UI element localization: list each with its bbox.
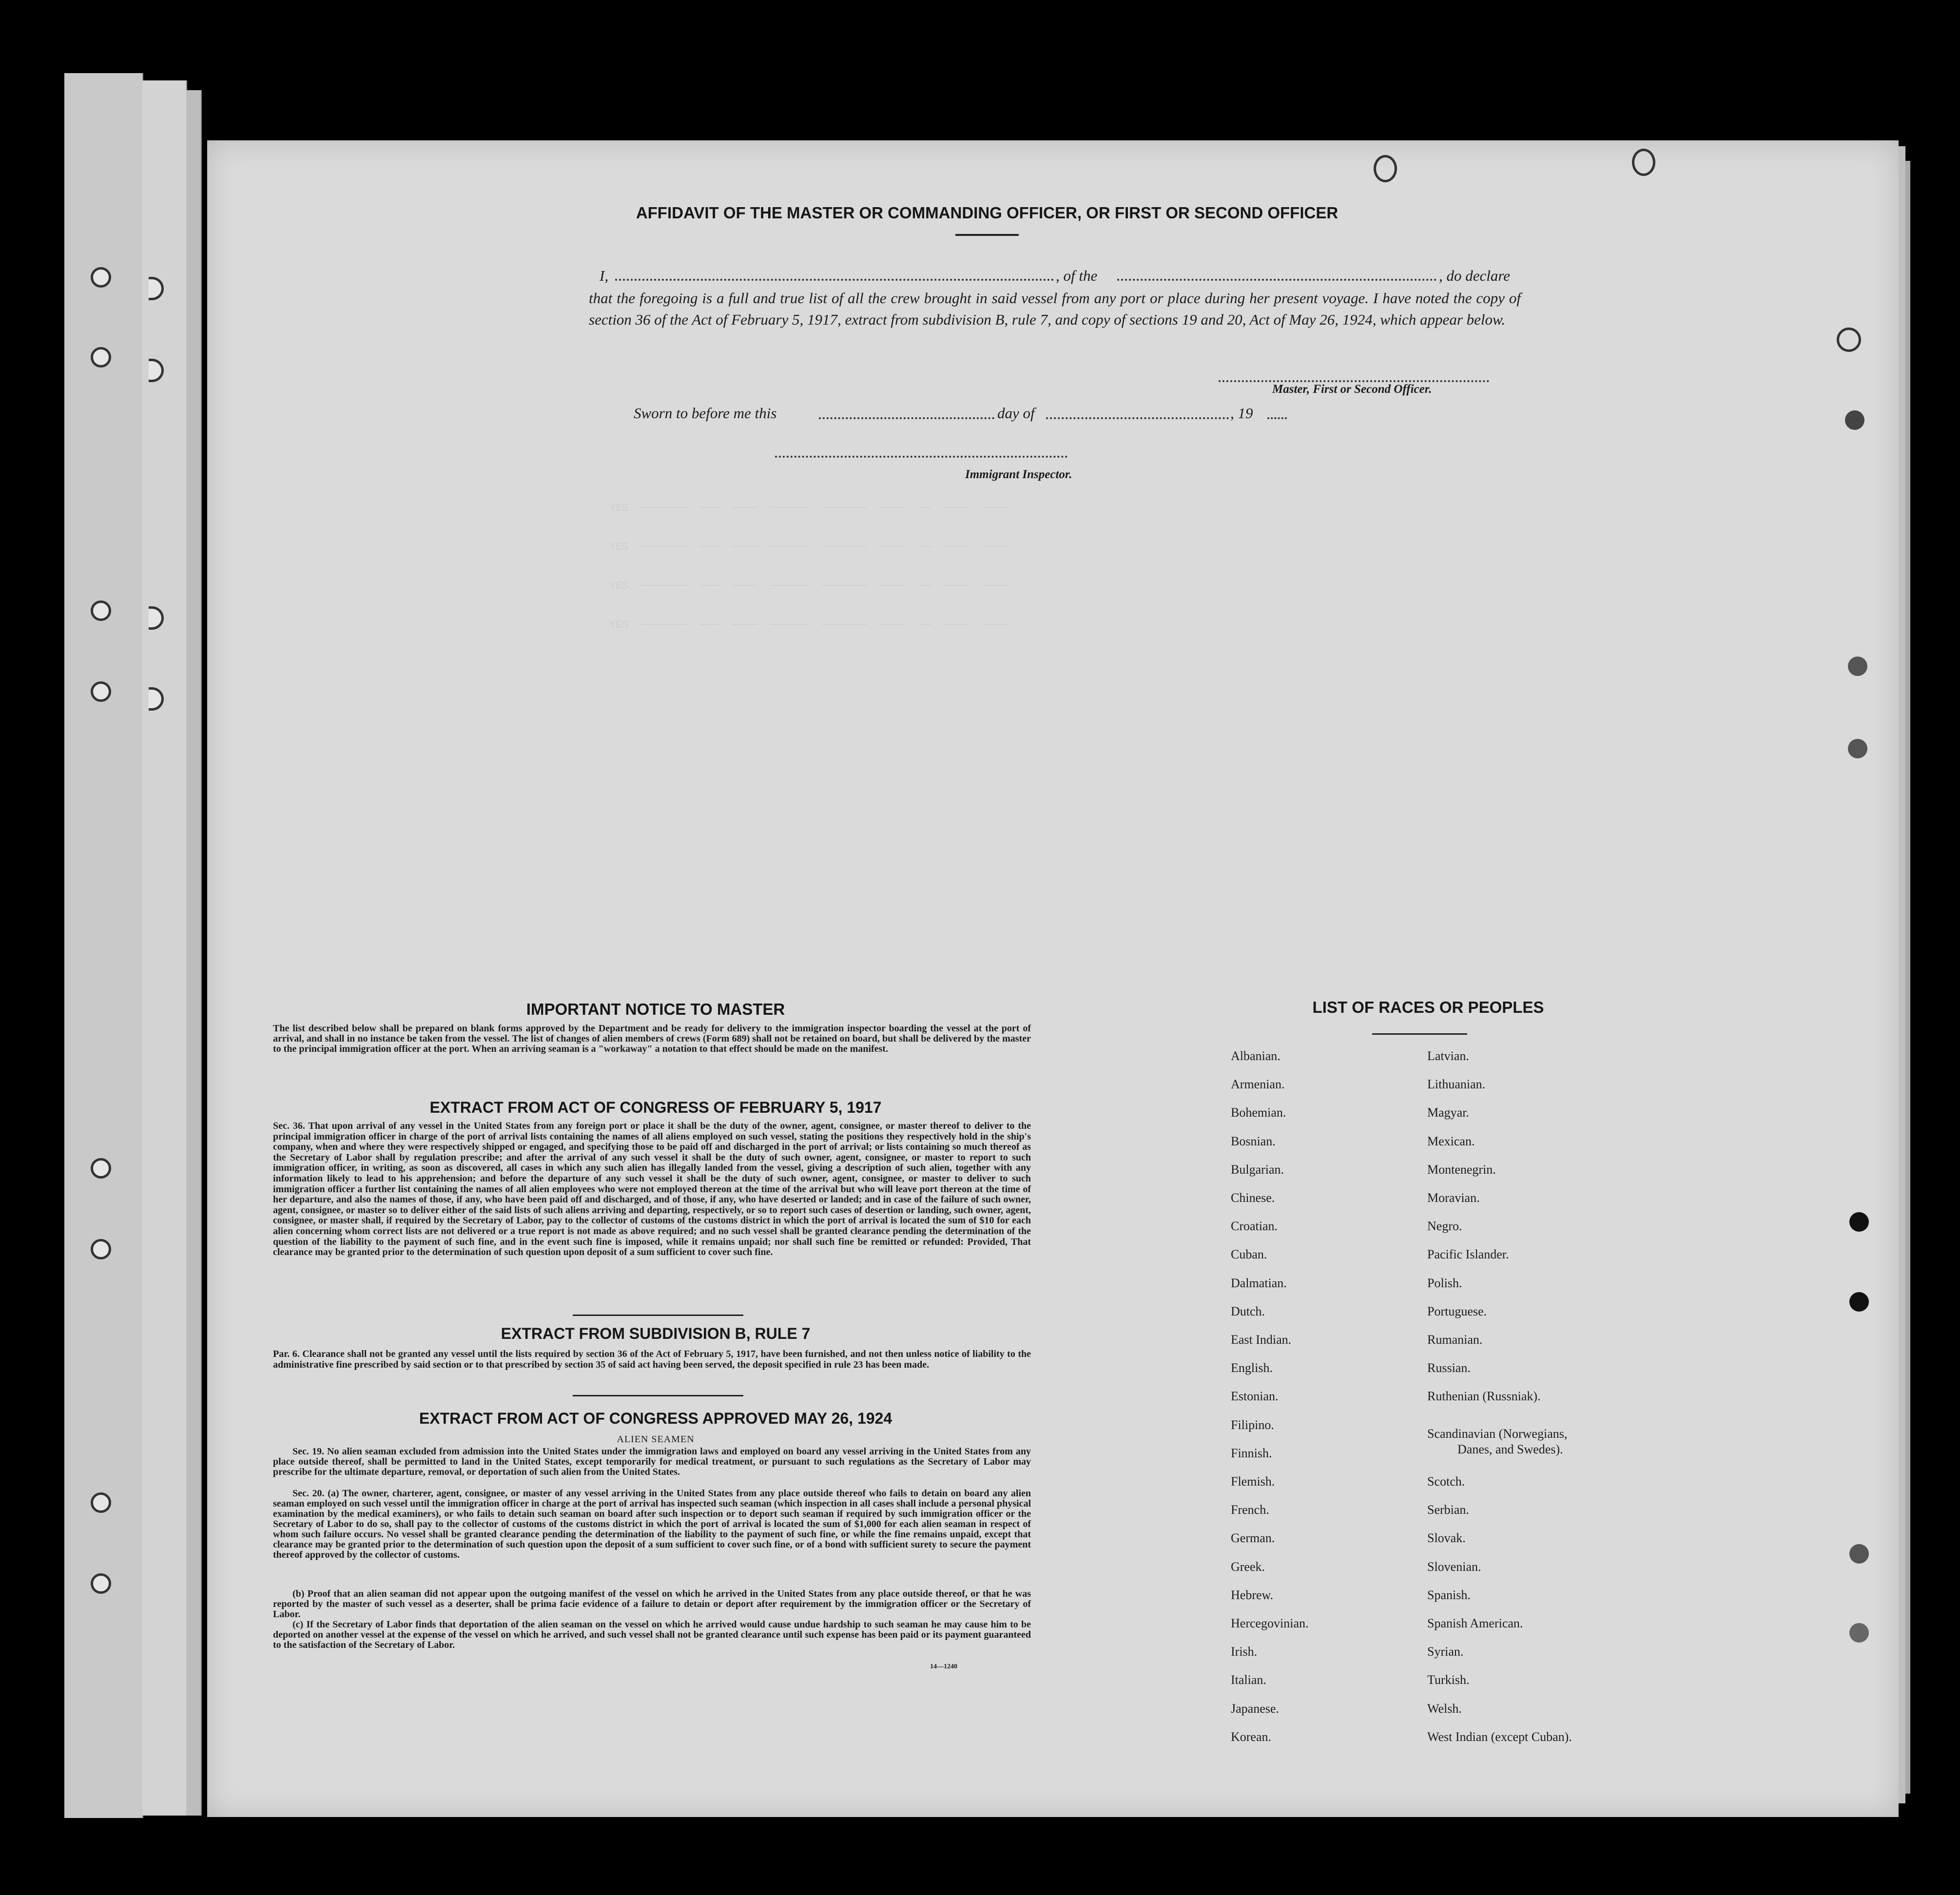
extract-rule7-text: Par. 6. Clearance shall not be granted any vessel until the lists required by section 36 of the Act of February 5, 1917, have been furnished, and not then unless notice of liability to the administrative fine prescribed by said section or to that prescribed by section 35 of said act having been served, the deposit specified in rule 23 has been made.: [273, 1349, 1031, 1370]
race-item: Croatian.: [1231, 1219, 1278, 1234]
punch-hole: [91, 1573, 111, 1594]
binding-rivet: [1849, 1212, 1869, 1232]
binding-rivet: [1849, 1292, 1869, 1312]
binding-rivet: [1845, 410, 1864, 430]
vessel-blank: [1117, 279, 1436, 281]
race-item: Montenegrin.: [1427, 1162, 1496, 1177]
punch-hole: [91, 1158, 111, 1179]
race-item: Slovenian.: [1427, 1559, 1481, 1574]
race-item: Bohemian.: [1231, 1105, 1286, 1120]
race-item: Flemish.: [1231, 1474, 1275, 1489]
race-item: English.: [1231, 1361, 1273, 1375]
form-number: 14—1240: [930, 1663, 957, 1670]
race-item: Latvian.: [1427, 1049, 1469, 1063]
race-item: Greek.: [1231, 1559, 1265, 1574]
race-item: Rumanian.: [1427, 1333, 1483, 1347]
sheet-edge: [1905, 161, 1910, 1794]
master-signature-label: Master, First or Second Officer.: [1272, 383, 1432, 396]
punch-hole: [1837, 328, 1861, 352]
affidavit-of-label: , of the: [1056, 267, 1098, 284]
race-item: Pacific Islander.: [1427, 1247, 1509, 1262]
race-item: Japanese.: [1231, 1701, 1279, 1716]
bleed-through-texture: YES ─────── ─── ──── ────── ─────── ──── ── ──── ────: [609, 541, 1009, 553]
race-item: Turkish.: [1427, 1673, 1470, 1687]
race-item: Finnish.: [1231, 1446, 1272, 1460]
binder-strip-left: [64, 73, 143, 1818]
sworn-day-blank: [819, 417, 994, 419]
race-item: Spanish.: [1427, 1587, 1471, 1602]
race-item: West Indian (except Cuban).: [1427, 1729, 1572, 1744]
race-item: Spanish American.: [1427, 1616, 1523, 1630]
race-item: Welsh.: [1427, 1701, 1462, 1716]
notice-text: The list described below shall be prepared on blank forms approved by the Department and be ready for delivery to the immigration inspector boarding the vessel at the port of arrival, and shall in no instance be taken from the vessel. The list of changes of alien members of crews (Form 689) shall not be retained on board, but shall be delivered by the master to the principal immigration officer at the port. When an arriving seaman is a "workaway" a notation to that effect should be made on the manifest.: [273, 1023, 1031, 1054]
sworn-month-blank: [1046, 417, 1229, 419]
bleed-through-texture: YES ─────── ─── ──── ────── ─────── ──── ── ──── ────: [609, 619, 1009, 631]
race-item: Estonian.: [1231, 1389, 1279, 1404]
punch-hole: [91, 1239, 111, 1259]
sworn-year-label: , 19: [1230, 405, 1253, 422]
race-item: Portuguese.: [1427, 1304, 1487, 1318]
document-page: [207, 140, 1899, 1817]
section-rule: [573, 1395, 743, 1396]
race-item-continuation: Danes, and Swedes).: [1457, 1442, 1563, 1456]
race-item: Dalmatian.: [1231, 1276, 1287, 1290]
race-item: German.: [1231, 1531, 1275, 1546]
extract-rule7-title: EXTRACT FROM SUBDIVISION B, RULE 7: [501, 1325, 811, 1342]
race-item: Italian.: [1231, 1673, 1266, 1687]
race-item: Bosnian.: [1231, 1134, 1276, 1148]
inspector-signature-label: Immigrant Inspector.: [965, 468, 1072, 481]
sworn-year-blank: [1267, 417, 1287, 419]
race-item: Mexican.: [1427, 1134, 1475, 1148]
race-item: Serbian.: [1427, 1503, 1469, 1517]
race-item: Syrian.: [1427, 1644, 1464, 1659]
punch-hole: [91, 267, 111, 288]
race-item: French.: [1231, 1503, 1269, 1517]
race-item: Cuban.: [1231, 1247, 1267, 1262]
binder-strip-middle: [142, 80, 187, 1816]
race-item: Armenian.: [1231, 1077, 1285, 1092]
race-item: Filipino.: [1231, 1417, 1274, 1432]
race-item: Russian.: [1427, 1361, 1471, 1375]
extract-1924-sec20a: Sec. 20. (a) The owner, charterer, agent, consignee, or master of any vessel arriving in the United States from any place outside thereof who fails to detain on board any alien seaman employed on such vessel until the immigration officer in charge at the port of arrival has inspected such seaman (which inspection in all cases shall include a personal physical examination by the medical examiners), or who fails to detain such seaman on board after such inspection or to deport such seaman if required by such immigration officer or the Secretary of Labor to do so, shall pay to the collector of customs of the customs district in which the port of arrival is located the sum of $1,000 for each alien seaman in respect of whom such failure occurs. No vessel shall be granted clearance pending the determination of the liability to the payment of such fine, or while the fine remains unpaid, except that clearance may be granted prior to the determination of such question upon the deposit of a sum sufficient to cover such fine, or of a bond with sufficient surety to secure the payment thereof approved by the collector of customs.: [273, 1488, 1031, 1560]
affidavit-declare-label: , do declare: [1439, 267, 1511, 284]
race-item: Chinese.: [1231, 1191, 1275, 1205]
punch-hole: [1632, 149, 1655, 176]
bleed-through-texture: YES ─────── ─── ──── ────── ─────── ──── ── ──── ────: [609, 580, 1009, 592]
race-item: Scandinavian (Norwegians,: [1427, 1426, 1568, 1441]
race-item: Lithuanian.: [1427, 1077, 1486, 1092]
master-signature-line: [1219, 380, 1489, 382]
affidavit-i-label: I,: [600, 267, 609, 284]
race-item: East Indian.: [1231, 1333, 1292, 1347]
race-item: Hebrew.: [1231, 1587, 1274, 1602]
race-item: Negro.: [1427, 1219, 1462, 1234]
affidavit-body: that the foregoing is a full and true list of all the crew brought in said vessel from any port or place during her present voyage. I have noted the copy of section 36 of the Act of February 5, 1917, extract from subdivision B, rule 7, and copy of sections 19 and 20, Act of May 26, 1924, which appear below.: [589, 290, 1521, 328]
punch-hole: [91, 600, 111, 621]
race-item: Hercegovinian.: [1231, 1616, 1309, 1630]
section-rule: [573, 1315, 743, 1316]
notice-title: IMPORTANT NOTICE TO MASTER: [526, 1000, 785, 1018]
race-item: Bulgarian.: [1231, 1162, 1284, 1177]
binding-rivet: [1849, 1623, 1869, 1643]
sworn-day-label: day of: [997, 405, 1035, 422]
races-title: LIST OF RACES OR PEOPLES: [1312, 998, 1544, 1016]
sworn-prefix: Sworn to before me this: [634, 405, 777, 422]
race-item: Moravian.: [1427, 1191, 1480, 1205]
race-item: Scotch.: [1427, 1474, 1465, 1489]
inspector-signature-line: [775, 456, 1067, 458]
extract-1924-sec20b: (b) Proof that an alien seaman did not appear upon the outgoing manifest of the vessel on which he arrived in the United States from any place outside thereof, or that he was reported by the master of such vessel as a deserter, shall be prima facie evidence of a failure to detain or deport after requirement by the immigration officer or the Secretary of Labor.: [273, 1588, 1031, 1620]
race-item: Irish.: [1231, 1644, 1258, 1659]
title-rule: [955, 234, 1019, 236]
punch-hole: [1374, 155, 1397, 182]
binding-rivet: [1848, 739, 1867, 758]
extract-1924-title: EXTRACT FROM ACT OF CONGRESS APPROVED MAY 26, 1924: [419, 1410, 893, 1427]
extract-1924-subtitle: ALIEN SEAMEN: [617, 1434, 695, 1445]
race-item: Ruthenian (Russniak).: [1427, 1389, 1541, 1404]
race-item: Dutch.: [1231, 1304, 1265, 1318]
punch-hole: [91, 347, 111, 367]
race-item: Albanian.: [1231, 1049, 1281, 1063]
punch-hole: [91, 1492, 111, 1513]
sheet-edge: [1899, 146, 1905, 1803]
extract-1917-title: EXTRACT FROM ACT OF CONGRESS OF FEBRUARY 5, 1917: [429, 1099, 882, 1116]
binding-rivet: [1848, 657, 1867, 676]
title-rule: [1372, 1033, 1467, 1035]
race-item: Slovak.: [1427, 1531, 1466, 1546]
race-item: Magyar.: [1427, 1105, 1469, 1120]
race-item: Korean.: [1231, 1729, 1272, 1744]
binder-strip-edge: [186, 90, 202, 1816]
extract-1917-text: Sec. 36. That upon arrival of any vessel in the United States from any foreign port or place it shall be the duty of the owner, agent, consignee, or master thereof to deliver to the principal immigration officer in charge of the port of arrival lists containing the names of all aliens employed on such vessel, stating the positions they respectively hold in the ship's company, when and where they were respectively shipped or engaged, and specifying those to be paid off and discharged in the port of arrival; or lists containing so much thereof as the Secretary of Labor shall by regulation prescribe; and after the arrival of any such vessel it shall be the duty of such owner, agent, consignee, or master to report to such immigration officer, in writing, as soon as discovered, all cases in which any such alien has illegally landed from the vessel, giving a description of such alien, together with any information likely to lead to his apprehension; and before the departure of any such vessel it shall be the duty of such owner, agent, consignee, or master to deliver to such immigration officer a further list containing the names of all alien employees who were not employed thereon at the time of the arrival but who will leave port thereon at the time of her departure, and also the names of those, if any, who have been paid off and discharged, and of those, if any, who have deserted or landed; and in case of the failure of such owner, agent, consignee, or master so to deliver either of the said lists of such aliens arriving and departing, respectively, or so to report such cases of desertion or landing, such owner, agent, consignee, or master shall, if required by the Secretary of Labor, pay to the collector of customs of the customs district in which the port of arrival is located the sum of $10 for each alien concerning whom correct lists are not delivered or a true report is not made as above required; and no such vessel shall be granted clearance pending the determination of the question of the liability to the payment of such fine, and in the event such fine is imposed, while it remains unpaid; nor shall such fine be remitted or refunded: Provided, That clearance may be granted prior to the determination of such question upon deposit of a sum sufficient to cover such fine.: [273, 1121, 1031, 1258]
race-item: Polish.: [1427, 1276, 1462, 1290]
extract-1924-sec19: Sec. 19. No alien seaman excluded from admission into the United States under the immigration laws and employed on board any vessel arriving in the United States from any place outside thereof, shall be permitted to land in the United States, except temporarily for medical treatment, or pursuant to such regulations as the Secretary of Labor may prescribe for the ultimate departure, removal, or deportation of such alien from the United States.: [273, 1446, 1031, 1477]
extract-1924-sec20c: (c) If the Secretary of Labor finds that deportation of the alien seaman on the vessel on which he arrived would cause undue hardship to such seaman he may cause him to be deported on another vessel at the expense of the vessel on which he arrived, and such vessel shall not be granted clearance until such expense has been paid or its payment guaranteed to the satisfaction of the Secretary of Labor.: [273, 1619, 1031, 1650]
affidavit-title: AFFIDAVIT OF THE MASTER OR COMMANDING OFFICER, OR FIRST OR SECOND OFFICER: [636, 204, 1339, 222]
punch-hole: [91, 681, 111, 702]
binding-rivet: [1849, 1544, 1869, 1564]
name-blank: [615, 279, 1054, 281]
bleed-through-texture: YES ─────── ─── ──── ────── ─────── ──── ── ──── ────: [609, 502, 1009, 514]
